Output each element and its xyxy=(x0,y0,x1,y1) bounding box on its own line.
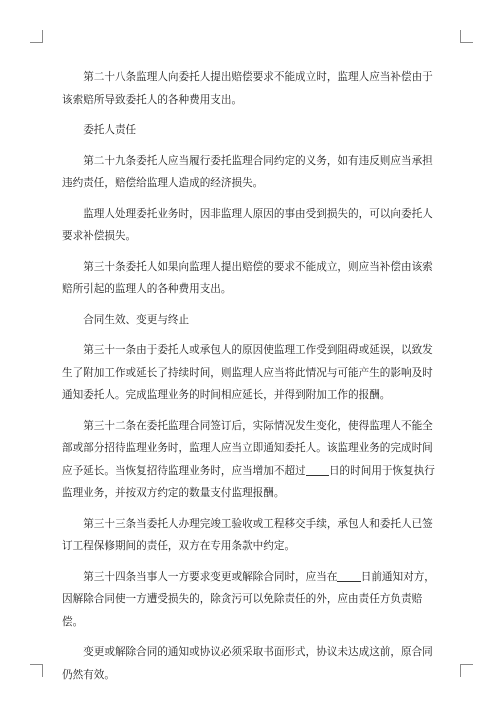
blank-notice-days-field xyxy=(337,570,360,582)
article-34-part-2: 日前通知对方，因解除合同使一方遭受损失的，除贪污可以免除责任的外，应由责任方负责赔偿。 xyxy=(62,570,435,628)
crop-mark-top-right xyxy=(460,30,473,43)
article-30: 第三十条委托人如果向监理人提出赔偿的要求不能成立，则应当补偿由该索赔所引起的监理人的各种费用支出。 xyxy=(62,260,433,295)
crop-mark-bottom-right xyxy=(460,664,473,677)
crop-mark-bottom-left xyxy=(30,664,43,677)
article-32-part-1: 第三十二条在委托监理合同签订后，实际情况发生变化，使得监理人不能全部或部分招待监理业务时，监理人应当立即通知委托人。该监理业务的完成时间应予延长。当恢复招待监理业务时，应当增加不超过 xyxy=(62,419,433,477)
article-32 xyxy=(62,415,438,505)
article-28: 第二十八条监理人向委托人提出赔偿要求不能成立时，监理人应当补偿由于该索赔所导致委托人的各种费用支出。 xyxy=(62,71,433,106)
heading-client-responsibility: 委托人责任 xyxy=(83,124,137,136)
blank-days-field xyxy=(306,464,329,476)
article-32-part-2: 日的时间用于恢复执行监理业务，并按双方约定的数量支付监理报酬。 xyxy=(62,464,435,499)
article-34-part-1: 第三十四条当事人一方要求变更或解除合同时，应当在 xyxy=(83,570,338,583)
article-33: 第三十三条当委托人办理完竣工验收或工程移交手续，承包人和委托人已签订工程保修期间的责任，双方在专用条款中约定。 xyxy=(62,517,433,552)
document-body xyxy=(62,66,438,694)
heading-contract-effect: 合同生效、变更与终止 xyxy=(83,313,190,326)
article-29: 第二十九条委托人应当履行委托监理合同约定的义务，如有违反则应当承担违约责任，赔偿给监理人造成的经济损失。 xyxy=(62,154,433,189)
article-35: 变更或解除合同的通知或协议必须采取书面形式，协议未达成这前，原合同仍然有效。 xyxy=(62,646,433,681)
article-31: 第三十一条由于委托人或承包人的原因使监理工作受到阻碍或延误，以致发生了附加工作或延长了持续时间，则监理人应当将此情况与可能产生的影响及时通知委托人。完成监理业务的时间相应延长，并得到附加工作的报酬。 xyxy=(62,344,433,401)
article-34 xyxy=(62,566,438,634)
crop-mark-top-left xyxy=(30,30,43,43)
article-29-supplement: 监理人处理委托业务时，因非监理人原因的事由受到损失的，可以向委托人要求补偿损失。 xyxy=(62,207,433,242)
